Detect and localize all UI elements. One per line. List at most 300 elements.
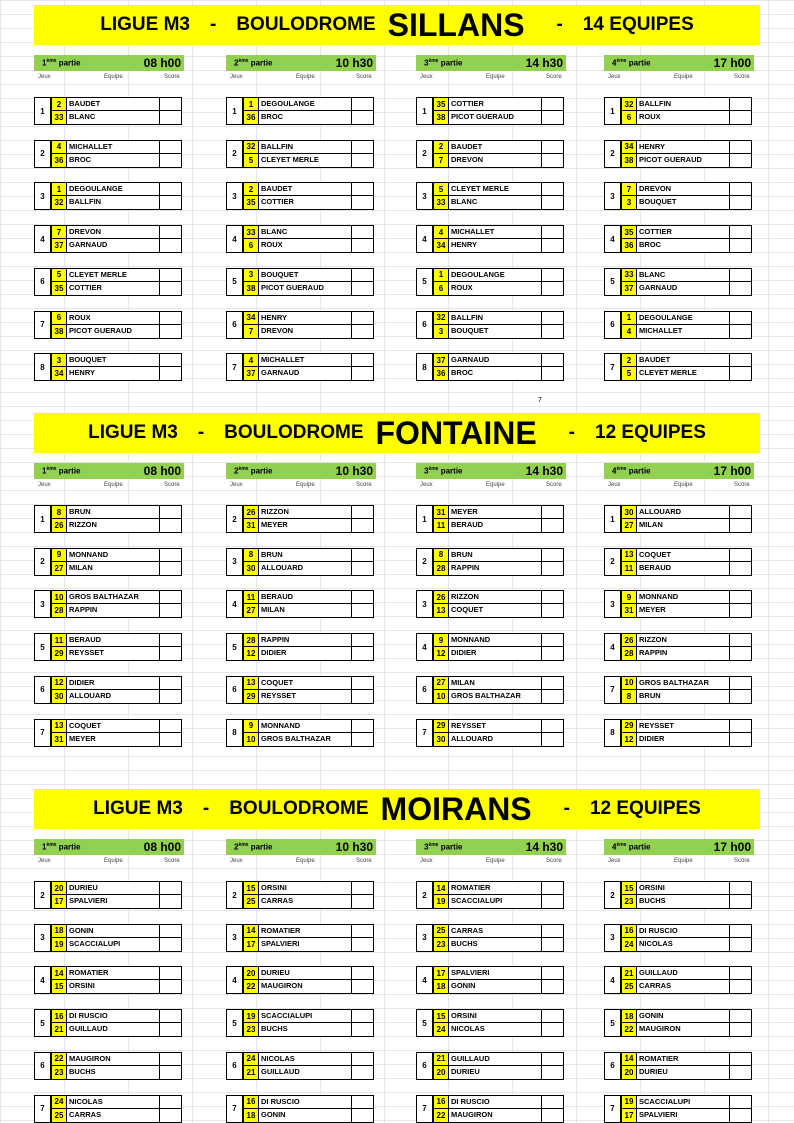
score-cell[interactable] — [541, 519, 564, 533]
score-cell[interactable] — [351, 154, 374, 168]
jeu-number: 4 — [416, 225, 433, 253]
score-cell[interactable] — [351, 562, 374, 576]
score-cell[interactable] — [351, 548, 374, 562]
score-cell[interactable] — [729, 111, 752, 125]
score-cell[interactable] — [729, 1066, 752, 1080]
score-cell[interactable] — [159, 1023, 182, 1037]
team-name: BUCHS — [448, 938, 541, 952]
team-name: SCACCIALUPI — [636, 1095, 729, 1109]
score-cell[interactable] — [541, 505, 564, 519]
score-cell[interactable] — [351, 1052, 374, 1066]
score-cell[interactable] — [159, 1066, 182, 1080]
score-cell[interactable] — [541, 1023, 564, 1037]
team-name: GROS BALTHAZAR — [636, 676, 729, 690]
score-cell[interactable] — [159, 196, 182, 210]
team-number: 32 — [51, 196, 66, 210]
team-name: SPALVIERI — [636, 1109, 729, 1123]
score-cell[interactable] — [541, 1009, 564, 1023]
score-cell[interactable] — [159, 719, 182, 733]
column-headers — [226, 855, 376, 868]
score-cell[interactable] — [351, 719, 374, 733]
team-row — [51, 239, 182, 253]
team-number: 30 — [433, 733, 448, 747]
team-row — [243, 239, 374, 253]
banner-separator: - — [563, 798, 570, 819]
team-row — [243, 895, 374, 909]
score-cell[interactable] — [159, 647, 182, 661]
team-name: BRUN — [66, 505, 159, 519]
match — [34, 505, 182, 533]
match — [416, 590, 564, 618]
team-name: DEGOULANGE — [448, 268, 541, 282]
score-cell[interactable] — [729, 519, 752, 533]
round-time: 17 h00 — [713, 464, 751, 478]
score-cell[interactable] — [541, 719, 564, 733]
team-number: 11 — [51, 633, 66, 647]
score-cell[interactable] — [541, 881, 564, 895]
score-header: Score — [164, 74, 180, 80]
score-cell[interactable] — [351, 225, 374, 239]
team-row — [51, 548, 182, 562]
round-column — [604, 839, 754, 1120]
score-cell[interactable] — [159, 1009, 182, 1023]
team-name: MAUGIRON — [66, 1052, 159, 1066]
team-number: 35 — [51, 282, 66, 296]
score-cell[interactable] — [159, 590, 182, 604]
team-number: 33 — [621, 268, 636, 282]
score-cell[interactable] — [159, 111, 182, 125]
team-name: SPALVIERI — [258, 938, 351, 952]
team-row — [51, 268, 182, 282]
score-cell[interactable] — [541, 604, 564, 618]
jeu-number: 5 — [416, 268, 433, 296]
score-cell[interactable] — [729, 938, 752, 952]
team-name: COTTIER — [258, 196, 351, 210]
score-cell[interactable] — [541, 367, 564, 381]
jeu-number: 4 — [604, 225, 621, 253]
score-cell[interactable] — [159, 966, 182, 980]
team-row — [433, 1066, 564, 1080]
score-cell[interactable] — [729, 97, 752, 111]
team-row — [621, 924, 752, 938]
score-cell[interactable] — [351, 1009, 374, 1023]
jeu-number: 6 — [604, 1052, 621, 1080]
score-cell[interactable] — [159, 282, 182, 296]
team-row — [51, 604, 182, 618]
jeux-header: Jeux — [38, 858, 51, 864]
match — [604, 353, 752, 381]
team-number: 16 — [433, 1095, 448, 1109]
team-row — [433, 881, 564, 895]
team-row — [243, 225, 374, 239]
score-cell[interactable] — [729, 690, 752, 704]
score-cell[interactable] — [351, 97, 374, 111]
match — [226, 881, 374, 909]
jeu-number: 3 — [34, 924, 51, 952]
team-row — [51, 182, 182, 196]
score-cell[interactable] — [541, 633, 564, 647]
score-cell[interactable] — [541, 562, 564, 576]
score-cell[interactable] — [351, 505, 374, 519]
team-number: 8 — [433, 548, 448, 562]
score-cell[interactable] — [351, 239, 374, 253]
score-cell[interactable] — [159, 548, 182, 562]
score-cell[interactable] — [541, 239, 564, 253]
team-name: COQUET — [636, 548, 729, 562]
score-cell[interactable] — [541, 282, 564, 296]
team-number: 16 — [51, 1009, 66, 1023]
score-cell[interactable] — [729, 282, 752, 296]
score-cell[interactable] — [159, 938, 182, 952]
score-cell[interactable] — [351, 1109, 374, 1123]
team-row — [243, 690, 374, 704]
column-headers — [34, 71, 184, 84]
team-number: 30 — [51, 690, 66, 704]
score-cell[interactable] — [351, 1095, 374, 1109]
jeu-number: 6 — [34, 1052, 51, 1080]
team-row — [51, 282, 182, 296]
score-cell[interactable] — [729, 325, 752, 339]
team-number: 30 — [243, 562, 258, 576]
jeu-number: 6 — [416, 676, 433, 704]
score-cell[interactable] — [541, 268, 564, 282]
score-cell[interactable] — [541, 111, 564, 125]
score-cell[interactable] — [729, 562, 752, 576]
score-cell[interactable] — [541, 690, 564, 704]
score-cell[interactable] — [159, 1109, 182, 1123]
score-cell[interactable] — [159, 676, 182, 690]
team-row — [243, 311, 374, 325]
team-row — [621, 1052, 752, 1066]
team-number: 4 — [243, 353, 258, 367]
team-name: ROMATIER — [258, 924, 351, 938]
score-cell[interactable] — [729, 239, 752, 253]
match — [34, 590, 182, 618]
score-cell[interactable] — [351, 282, 374, 296]
team-name: SPALVIERI — [448, 966, 541, 980]
round-partie: partie — [250, 466, 273, 476]
team-name: BAUDET — [66, 97, 159, 111]
team-number: 10 — [51, 590, 66, 604]
score-cell[interactable] — [541, 311, 564, 325]
team-number: 37 — [433, 353, 448, 367]
team-row — [243, 733, 374, 747]
round-partie: partie — [58, 842, 81, 852]
score-cell[interactable] — [729, 590, 752, 604]
score-cell[interactable] — [159, 633, 182, 647]
score-cell[interactable] — [159, 881, 182, 895]
team-name: DURIEU — [258, 966, 351, 980]
team-name: BLANC — [636, 268, 729, 282]
round-column — [226, 463, 376, 744]
score-cell[interactable] — [159, 239, 182, 253]
score-cell[interactable] — [159, 97, 182, 111]
team-name: BOUQUET — [258, 268, 351, 282]
team-number: 6 — [51, 311, 66, 325]
round-column — [604, 463, 754, 744]
team-number: 3 — [621, 196, 636, 210]
team-number: 8 — [51, 505, 66, 519]
team-name: ROMATIER — [66, 966, 159, 980]
score-cell[interactable] — [541, 924, 564, 938]
score-cell[interactable] — [541, 1095, 564, 1109]
score-cell[interactable] — [351, 182, 374, 196]
team-name: CLEYET MERLE — [636, 367, 729, 381]
score-cell[interactable] — [729, 924, 752, 938]
team-row — [433, 154, 564, 168]
round-column — [416, 463, 566, 744]
jeu-number: 7 — [34, 719, 51, 747]
score-cell[interactable] — [729, 881, 752, 895]
score-cell[interactable] — [351, 690, 374, 704]
jeu-number: 6 — [34, 676, 51, 704]
score-cell[interactable] — [351, 980, 374, 994]
score-cell[interactable] — [351, 881, 374, 895]
score-cell[interactable] — [729, 895, 752, 909]
team-number: 4 — [51, 140, 66, 154]
team-name: COQUET — [258, 676, 351, 690]
score-cell[interactable] — [159, 690, 182, 704]
score-cell[interactable] — [541, 154, 564, 168]
score-cell[interactable] — [159, 311, 182, 325]
score-cell[interactable] — [729, 154, 752, 168]
score-cell[interactable] — [351, 353, 374, 367]
score-cell[interactable] — [729, 719, 752, 733]
score-cell[interactable] — [351, 676, 374, 690]
round-column — [34, 463, 184, 744]
score-cell[interactable] — [729, 225, 752, 239]
score-cell[interactable] — [541, 182, 564, 196]
score-cell[interactable] — [541, 1066, 564, 1080]
team-number: 28 — [433, 562, 448, 576]
round-ordinal-suffix: ème — [428, 842, 439, 849]
team-number: 12 — [51, 676, 66, 690]
score-cell[interactable] — [351, 647, 374, 661]
match — [34, 881, 182, 909]
score-cell[interactable] — [159, 140, 182, 154]
score-cell[interactable] — [351, 733, 374, 747]
team-name: DEGOULANGE — [258, 97, 351, 111]
score-cell[interactable] — [541, 938, 564, 952]
team-number: 34 — [621, 140, 636, 154]
match — [34, 719, 182, 747]
jeu-number: 4 — [604, 966, 621, 994]
score-cell[interactable] — [729, 1023, 752, 1037]
team-row — [51, 505, 182, 519]
score-cell[interactable] — [159, 325, 182, 339]
match — [226, 966, 374, 994]
score-cell[interactable] — [351, 1023, 374, 1037]
score-cell[interactable] — [351, 519, 374, 533]
round-time: 10 h30 — [335, 56, 373, 70]
score-cell[interactable] — [541, 980, 564, 994]
score-cell[interactable] — [729, 140, 752, 154]
score-cell[interactable] — [159, 182, 182, 196]
score-header: Score — [164, 858, 180, 864]
team-number: 24 — [433, 1023, 448, 1037]
score-cell[interactable] — [541, 966, 564, 980]
team-row — [433, 196, 564, 210]
match — [226, 719, 374, 747]
jeu-number: 3 — [604, 590, 621, 618]
team-number: 24 — [51, 1095, 66, 1109]
league-name: LIGUE M3 — [100, 14, 190, 35]
score-cell[interactable] — [541, 325, 564, 339]
score-cell[interactable] — [159, 1095, 182, 1109]
score-cell[interactable] — [541, 1052, 564, 1066]
jeux-header: Jeux — [420, 482, 433, 488]
team-number: 24 — [243, 1052, 258, 1066]
jeu-number: 4 — [226, 590, 243, 618]
team-number: 12 — [621, 733, 636, 747]
score-cell[interactable] — [729, 647, 752, 661]
score-cell[interactable] — [351, 140, 374, 154]
score-cell[interactable] — [351, 633, 374, 647]
team-number: 1 — [51, 182, 66, 196]
team-name: ORSINI — [258, 881, 351, 895]
score-cell[interactable] — [351, 938, 374, 952]
score-cell[interactable] — [159, 367, 182, 381]
team-number: 36 — [243, 111, 258, 125]
score-cell[interactable] — [351, 895, 374, 909]
team-number: 18 — [243, 1109, 258, 1123]
score-cell[interactable] — [351, 1066, 374, 1080]
team-name: PICOT GUERAUD — [66, 325, 159, 339]
round-header — [416, 55, 566, 71]
score-cell[interactable] — [541, 140, 564, 154]
match — [226, 505, 374, 533]
score-cell[interactable] — [729, 196, 752, 210]
team-row — [243, 590, 374, 604]
team-number: 26 — [621, 633, 636, 647]
team-name: BERAUD — [66, 633, 159, 647]
team-row — [621, 225, 752, 239]
score-cell[interactable] — [729, 353, 752, 367]
team-number: 1 — [243, 97, 258, 111]
team-name: GROS BALTHAZAR — [66, 590, 159, 604]
team-row — [243, 97, 374, 111]
score-cell[interactable] — [541, 895, 564, 909]
score-cell[interactable] — [729, 966, 752, 980]
score-cell[interactable] — [159, 353, 182, 367]
team-row — [243, 633, 374, 647]
score-cell[interactable] — [351, 604, 374, 618]
score-cell[interactable] — [729, 1109, 752, 1123]
score-cell[interactable] — [729, 1009, 752, 1023]
score-cell[interactable] — [729, 604, 752, 618]
match — [604, 590, 752, 618]
score-cell[interactable] — [159, 604, 182, 618]
score-cell[interactable] — [541, 1109, 564, 1123]
score-cell[interactable] — [351, 325, 374, 339]
score-cell[interactable] — [351, 268, 374, 282]
score-cell[interactable] — [729, 1052, 752, 1066]
score-cell[interactable] — [159, 225, 182, 239]
team-row — [51, 881, 182, 895]
score-cell[interactable] — [351, 111, 374, 125]
team-number: 16 — [621, 924, 636, 938]
match — [34, 1009, 182, 1037]
team-number: 35 — [243, 196, 258, 210]
round-column — [416, 55, 566, 379]
team-name: BUCHS — [636, 895, 729, 909]
jeu-number: 7 — [604, 353, 621, 381]
team-number: 9 — [433, 633, 448, 647]
score-cell[interactable] — [729, 980, 752, 994]
score-cell[interactable] — [159, 562, 182, 576]
team-number: 8 — [621, 690, 636, 704]
team-row — [51, 690, 182, 704]
score-cell[interactable] — [541, 548, 564, 562]
score-cell[interactable] — [159, 924, 182, 938]
jeux-header: Jeux — [230, 858, 243, 864]
match — [34, 633, 182, 661]
team-name: GROS BALTHAZAR — [448, 690, 541, 704]
score-cell[interactable] — [351, 311, 374, 325]
round-ordinal-suffix: ème — [238, 842, 249, 849]
team-row — [51, 719, 182, 733]
score-cell[interactable] — [351, 924, 374, 938]
score-cell[interactable] — [351, 367, 374, 381]
match — [416, 548, 564, 576]
score-cell[interactable] — [351, 196, 374, 210]
score-cell[interactable] — [351, 590, 374, 604]
score-cell[interactable] — [729, 676, 752, 690]
team-row — [433, 282, 564, 296]
score-cell[interactable] — [541, 225, 564, 239]
round-time: 17 h00 — [713, 840, 751, 854]
score-cell[interactable] — [729, 311, 752, 325]
team-row — [621, 505, 752, 519]
score-cell[interactable] — [729, 505, 752, 519]
score-cell[interactable] — [541, 97, 564, 111]
score-cell[interactable] — [159, 154, 182, 168]
score-cell[interactable] — [159, 980, 182, 994]
score-cell[interactable] — [351, 966, 374, 980]
score-cell[interactable] — [159, 268, 182, 282]
venue-label: BOULODROME — [229, 798, 369, 819]
score-cell[interactable] — [159, 895, 182, 909]
score-cell[interactable] — [159, 519, 182, 533]
score-cell[interactable] — [729, 548, 752, 562]
rounds-grid — [34, 839, 760, 1123]
team-name: REYSSET — [448, 719, 541, 733]
score-cell[interactable] — [729, 182, 752, 196]
score-cell[interactable] — [541, 733, 564, 747]
team-number: 22 — [243, 980, 258, 994]
score-cell[interactable] — [729, 633, 752, 647]
jeu-number: 1 — [604, 97, 621, 125]
score-cell[interactable] — [541, 647, 564, 661]
score-cell[interactable] — [159, 1052, 182, 1066]
score-cell[interactable] — [729, 733, 752, 747]
team-name: MICHALLET — [448, 225, 541, 239]
team-number: 22 — [433, 1109, 448, 1123]
team-name: ROUX — [66, 311, 159, 325]
score-cell[interactable] — [729, 367, 752, 381]
team-count: 14 EQUIPES — [582, 14, 694, 35]
score-cell[interactable] — [729, 1095, 752, 1109]
score-cell[interactable] — [541, 353, 564, 367]
score-cell[interactable] — [159, 733, 182, 747]
score-cell[interactable] — [541, 590, 564, 604]
score-cell[interactable] — [541, 676, 564, 690]
team-number: 21 — [243, 1066, 258, 1080]
score-cell[interactable] — [729, 268, 752, 282]
round-partie: partie — [628, 466, 651, 476]
score-cell[interactable] — [159, 505, 182, 519]
score-cell[interactable] — [541, 196, 564, 210]
